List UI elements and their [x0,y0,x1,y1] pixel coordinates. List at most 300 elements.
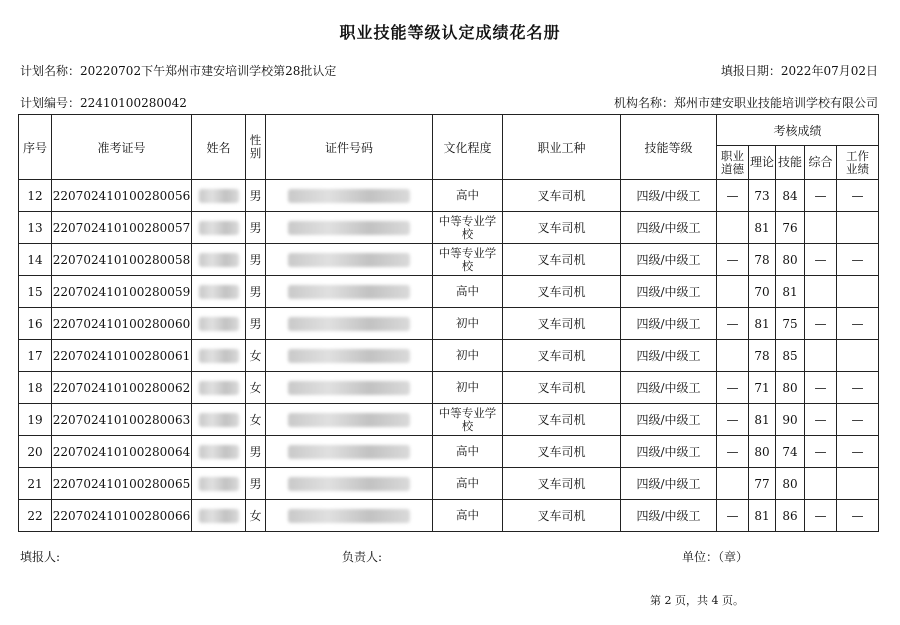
table-row [19,468,879,500]
unit-seal-label: 单位：（章） [682,550,749,564]
cell-education [433,212,503,244]
redacted-id-number [288,221,410,235]
cell-overall [805,340,837,372]
cell-education-text: 高中 [456,508,479,522]
redacted-name [199,349,239,363]
header-theory: 理论 [749,146,776,180]
cell-skill [776,468,805,500]
cell-ethics [717,212,749,244]
cell-gender [246,500,266,532]
cell-ethics [717,372,749,404]
redacted-id-cell [266,468,433,500]
cell-seq [19,180,52,212]
cell-occupation [503,180,621,212]
cell-theory-text: 81 [754,412,770,427]
table-row [19,500,879,532]
redacted-id-cell [266,308,433,340]
cell-ticket-text: 220702410100280063 [52,412,191,427]
header-seq: 序号 [19,115,52,180]
cell-seq [19,436,52,468]
cell-level-text: 四级/中级工 [636,381,701,395]
cell-gender [246,436,266,468]
cell-theory-text: 78 [754,348,770,363]
cell-skill [776,180,805,212]
cell-ticket-text: 220702410100280065 [52,476,191,491]
cell-overall [805,276,837,308]
cell-occupation [503,276,621,308]
cell-education-text: 高中 [456,284,479,298]
cell-seq [19,468,52,500]
redacted-id-number [288,381,410,395]
cell-theory-text: 70 [754,284,770,299]
cell-skill-text: 80 [782,380,798,395]
cell-gender-text: 男 [249,285,262,299]
cell-overall [805,500,837,532]
cell-seq-text: 22 [27,508,43,523]
cell-gender-text: 男 [249,445,262,459]
cell-seq-text: 16 [27,316,43,331]
cell-ticket-text: 220702410100280058 [52,252,191,267]
cell-theory-text: 73 [754,188,770,203]
cell-skill [776,244,805,276]
redacted-name [199,285,239,299]
cell-ticket-text: 220702410100280064 [52,444,191,459]
cell-education [433,180,503,212]
cell-occupation-text: 叉车司机 [537,253,586,267]
cell-skill [776,212,805,244]
cell-work [837,308,879,340]
cell-seq [19,308,52,340]
cell-gender-text: 女 [249,381,262,395]
table-row [19,276,879,308]
cell-ticket [52,436,192,468]
cell-education [433,500,503,532]
cell-theory [749,276,776,308]
redacted-id-cell [266,244,433,276]
redacted-name-cell [192,404,246,436]
header-ethics-label: 职业道德 [721,148,744,176]
cell-ticket [52,276,192,308]
cell-seq-text: 15 [27,284,43,299]
cell-theory-text: 78 [754,252,770,267]
cell-education-text: 中等专业学校 [438,213,497,241]
cell-work-text: — [851,412,864,427]
cell-gender-text: 男 [249,317,262,331]
cell-gender [246,244,266,276]
cell-ethics-text: — [726,316,739,331]
cell-skill-text: 76 [782,220,798,235]
cell-gender [246,212,266,244]
cell-seq-text: 14 [27,252,43,267]
cell-ethics-text: — [726,444,739,459]
cell-level-text: 四级/中级工 [636,317,701,331]
redacted-id-number [288,413,410,427]
cell-ethics [717,340,749,372]
redacted-name [199,445,239,459]
header-cert: 证件号码 [266,115,433,180]
header-ticket: 准考证号 [52,115,192,180]
redacted-name [199,477,239,491]
cell-level [621,500,717,532]
cell-ticket [52,340,192,372]
cell-ticket-text: 220702410100280059 [52,284,191,299]
redacted-id-number [288,317,410,331]
redacted-id-number [288,445,410,459]
cell-overall-text: — [814,508,827,523]
cell-occupation [503,212,621,244]
cell-skill-text: 74 [782,444,798,459]
cell-theory [749,468,776,500]
header-work [837,146,879,180]
cell-seq-text: 18 [27,380,43,395]
cell-level [621,308,717,340]
table-row [19,212,879,244]
header-skill: 技能 [776,146,805,180]
cell-ticket [52,372,192,404]
cell-level [621,276,717,308]
cell-ethics-text: — [726,380,739,395]
cell-skill [776,276,805,308]
cell-skill-text: 80 [782,252,798,267]
cell-ticket [52,468,192,500]
cell-occupation-text: 叉车司机 [537,445,586,459]
cell-theory [749,180,776,212]
cell-education [433,276,503,308]
cell-occupation-text: 叉车司机 [537,317,586,331]
redacted-name [199,413,239,427]
redacted-id-number [288,253,410,267]
cell-education-text: 中等专业学校 [438,245,497,273]
cell-skill [776,308,805,340]
cell-level-text: 四级/中级工 [636,253,701,267]
cell-overall [805,212,837,244]
redacted-id-cell [266,372,433,404]
cell-level-text: 四级/中级工 [636,413,701,427]
header-ethics [717,146,749,180]
cell-skill [776,372,805,404]
cell-level-text: 四级/中级工 [636,285,701,299]
plan-number: 计划编号：22410100280042 [20,96,187,110]
cell-gender [246,276,266,308]
cell-gender [246,340,266,372]
redacted-name-cell [192,212,246,244]
table-row [19,372,879,404]
cell-gender-text: 女 [249,509,262,523]
cell-ethics [717,436,749,468]
cell-seq [19,212,52,244]
cell-theory [749,308,776,340]
filler-label: 填报人: [20,550,61,564]
cell-ethics [717,308,749,340]
cell-occupation-text: 叉车司机 [537,349,586,363]
cell-education-text: 高中 [456,444,479,458]
cell-occupation [503,500,621,532]
cell-skill [776,340,805,372]
cell-occupation-text: 叉车司机 [537,189,586,203]
redacted-name [199,509,239,523]
cell-education-text: 中等专业学校 [438,405,497,433]
cell-education [433,372,503,404]
cell-level [621,244,717,276]
cell-seq-text: 20 [27,444,43,459]
cell-occupation [503,468,621,500]
cell-level [621,404,717,436]
cell-seq-text: 21 [27,476,43,491]
cell-work [837,212,879,244]
redacted-id-cell [266,340,433,372]
cell-ticket-text: 220702410100280056 [52,188,191,203]
redacted-name-cell [192,276,246,308]
cell-skill [776,404,805,436]
cell-theory [749,372,776,404]
cell-level [621,340,717,372]
cell-ticket [52,180,192,212]
cell-level [621,436,717,468]
redacted-name-cell [192,372,246,404]
header-occupation: 职业工种 [503,115,621,180]
cell-level-text: 四级/中级工 [636,349,701,363]
cell-overall-text: — [814,412,827,427]
cell-ethics-text: — [726,188,739,203]
cell-education [433,468,503,500]
cell-education-text: 高中 [456,188,479,202]
table-row [19,308,879,340]
cell-theory [749,212,776,244]
cell-ticket [52,212,192,244]
cell-work-text: — [851,380,864,395]
cell-gender-text: 男 [249,189,262,203]
cell-seq [19,500,52,532]
cell-education [433,308,503,340]
cell-work [837,404,879,436]
cell-ticket-text: 220702410100280062 [52,380,191,395]
cell-occupation-text: 叉车司机 [537,413,586,427]
cell-gender [246,372,266,404]
cell-ethics-text: — [726,508,739,523]
redacted-id-cell [266,436,433,468]
cell-ticket [52,404,192,436]
cell-seq [19,372,52,404]
cell-occupation [503,372,621,404]
cell-ethics [717,180,749,212]
cell-education [433,340,503,372]
redacted-id-cell [266,180,433,212]
cell-level-text: 四级/中级工 [636,221,701,235]
cell-ticket-text: 220702410100280066 [52,508,191,523]
cell-skill-text: 80 [782,476,798,491]
cell-work-text: — [851,188,864,203]
cell-level-text: 四级/中级工 [636,509,701,523]
cell-gender [246,404,266,436]
cell-theory-text: 71 [754,380,770,395]
cell-work [837,276,879,308]
cell-skill-text: 85 [782,348,798,363]
cell-gender-text: 女 [249,349,262,363]
cell-gender [246,180,266,212]
redacted-id-number [288,509,410,523]
cell-overall-text: — [814,316,827,331]
redacted-name [199,381,239,395]
cell-occupation [503,404,621,436]
cell-education-text: 初中 [456,380,479,394]
cell-theory-text: 81 [754,220,770,235]
cell-work [837,372,879,404]
cell-skill-text: 86 [782,508,798,523]
header-gender [246,115,266,180]
cell-level [621,180,717,212]
table-row [19,404,879,436]
redacted-name-cell [192,436,246,468]
cell-level-text: 四级/中级工 [636,189,701,203]
cell-overall [805,308,837,340]
cell-work [837,244,879,276]
redacted-id-number [288,477,410,491]
cell-theory [749,500,776,532]
cell-theory [749,340,776,372]
redacted-id-cell [266,500,433,532]
cell-seq-text: 17 [27,348,43,363]
cell-education-text: 初中 [456,348,479,362]
cell-skill-text: 84 [782,188,798,203]
cell-theory [749,244,776,276]
cell-theory-text: 80 [754,444,770,459]
cell-work [837,180,879,212]
cell-ticket [52,500,192,532]
cell-seq [19,340,52,372]
header-level: 技能等级 [621,115,717,180]
table-row [19,244,879,276]
redacted-name-cell [192,244,246,276]
cell-gender-text: 男 [249,477,262,491]
cell-ethics [717,468,749,500]
cell-level-text: 四级/中级工 [636,477,701,491]
cell-occupation-text: 叉车司机 [537,221,586,235]
cell-occupation [503,340,621,372]
cell-occupation-text: 叉车司机 [537,285,586,299]
redacted-name [199,221,239,235]
cell-overall [805,404,837,436]
cell-gender [246,468,266,500]
cell-occupation-text: 叉车司机 [537,509,586,523]
redacted-id-number [288,189,410,203]
cell-overall-text: — [814,252,827,267]
redacted-name-cell [192,308,246,340]
cell-education [433,244,503,276]
cell-ethics-text: — [726,412,739,427]
redacted-name [199,317,239,331]
table-row [19,340,879,372]
cell-overall [805,372,837,404]
cell-level [621,468,717,500]
cell-seq-text: 12 [27,188,43,203]
cell-level-text: 四级/中级工 [636,445,701,459]
cell-overall [805,468,837,500]
responsible-label: 负责人: [342,550,383,564]
cell-occupation-text: 叉车司机 [537,381,586,395]
header-gender-label: 性别 [249,133,262,160]
plan-name: 计划名称：20220702下午郑州市建安培训学校第28批认定 [20,64,337,78]
cell-seq [19,276,52,308]
redacted-name-cell [192,500,246,532]
cell-ticket [52,244,192,276]
cell-ticket-text: 220702410100280060 [52,316,191,331]
redacted-name [199,189,239,203]
cell-ethics [717,404,749,436]
cell-theory-text: 81 [754,316,770,331]
cell-work-text: — [851,444,864,459]
cell-gender-text: 女 [249,413,262,427]
cell-work [837,500,879,532]
cell-education-text: 高中 [456,476,479,490]
table-row [19,180,879,212]
cell-education-text: 初中 [456,316,479,330]
cell-work-text: — [851,508,864,523]
page-indicator: 第 2 页，共 4 页。 [650,594,744,607]
cell-occupation [503,436,621,468]
header-education: 文化程度 [433,115,503,180]
cell-seq-text: 13 [27,220,43,235]
cell-skill-text: 81 [782,284,798,299]
cell-overall [805,180,837,212]
cell-overall-text: — [814,380,827,395]
redacted-name-cell [192,180,246,212]
cell-work-text: — [851,252,864,267]
cell-ethics [717,500,749,532]
redacted-id-cell [266,212,433,244]
score-roster-table [18,114,879,532]
redacted-id-number [288,349,410,363]
cell-gender [246,308,266,340]
header-overall: 综合 [805,146,837,180]
fill-date: 填报日期：2022年07月02日 [720,64,878,78]
cell-ticket-text: 220702410100280061 [52,348,191,363]
cell-overall-text: — [814,444,827,459]
cell-theory-text: 77 [754,476,770,491]
cell-ethics-text: — [726,252,739,267]
cell-theory-text: 81 [754,508,770,523]
header-work-label: 工作业绩 [846,148,870,176]
redacted-name-cell [192,340,246,372]
cell-ethics [717,276,749,308]
cell-overall-text: — [814,188,827,203]
cell-occupation [503,308,621,340]
cell-ethics [717,244,749,276]
cell-overall [805,436,837,468]
cell-work [837,436,879,468]
cell-seq [19,404,52,436]
document-title: 职业技能等级认定成绩花名册 [339,23,561,42]
header-name: 姓名 [192,115,246,180]
cell-level [621,212,717,244]
header-scores: 考核成绩 [717,115,879,146]
cell-skill [776,500,805,532]
roster-body [19,180,879,532]
cell-overall [805,244,837,276]
redacted-name [199,253,239,267]
cell-education [433,436,503,468]
cell-ticket [52,308,192,340]
redacted-id-number [288,285,410,299]
redacted-id-cell [266,404,433,436]
institution-name: 机构名称：郑州市建安职业技能培训学校有限公司 [613,96,878,110]
cell-work [837,340,879,372]
cell-occupation [503,244,621,276]
cell-seq-text: 19 [27,412,43,427]
cell-gender-text: 男 [249,221,262,235]
redacted-id-cell [266,276,433,308]
cell-occupation-text: 叉车司机 [537,477,586,491]
cell-theory [749,436,776,468]
